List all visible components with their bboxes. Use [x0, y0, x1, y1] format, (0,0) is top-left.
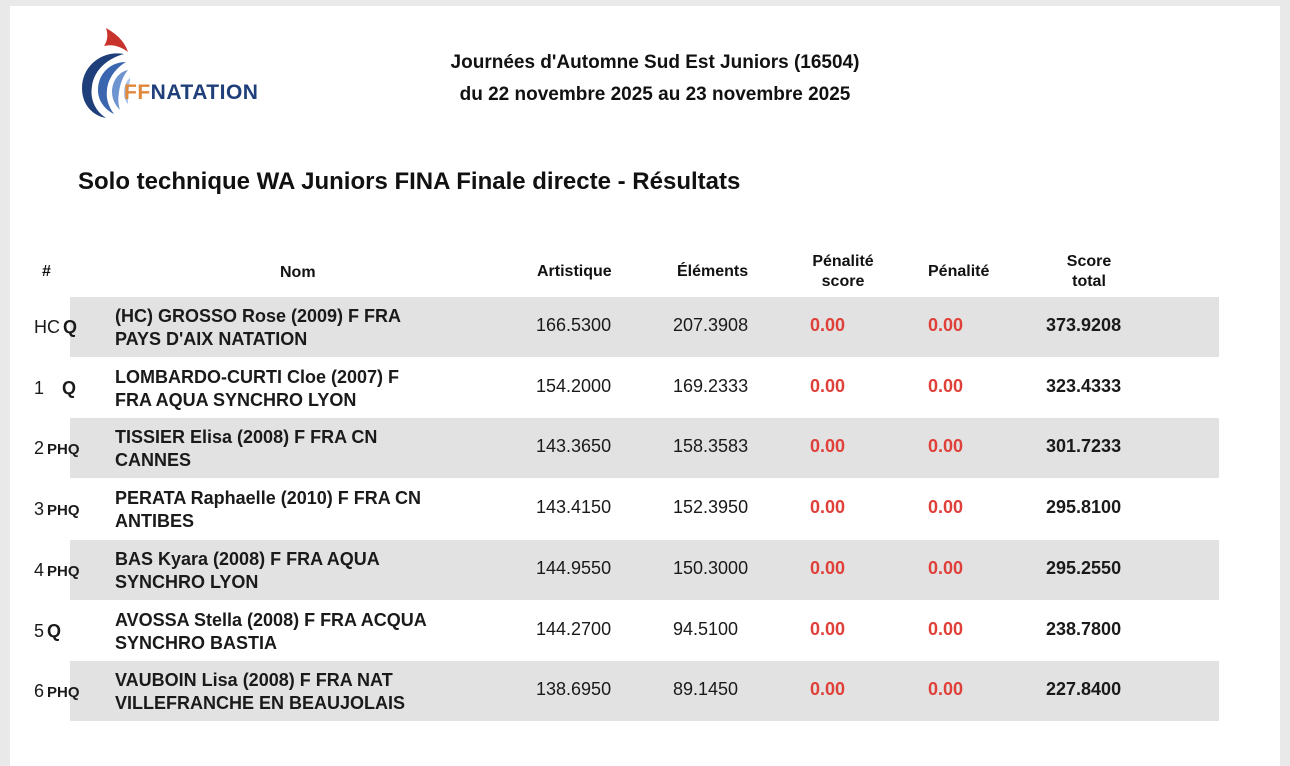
row-artistic: 138.6950 — [536, 679, 612, 699]
col-header-rank: # — [42, 263, 51, 280]
table-row — [10, 540, 1280, 600]
row-total: 295.8100 — [1046, 497, 1122, 517]
row-elements: 94.5100 — [673, 619, 739, 639]
col-header-name: Nom — [280, 264, 316, 281]
row-artistic: 154.2000 — [536, 376, 612, 396]
row-penalty: 0.00 — [928, 497, 964, 517]
row-penalty: 0.00 — [928, 558, 964, 578]
table-row — [10, 661, 1280, 721]
event-dates: du 22 novembre 2025 au 23 novembre 2025 — [459, 84, 851, 105]
row-elements: 152.3950 — [673, 497, 749, 517]
row-penalty: 0.00 — [928, 619, 964, 639]
section-title: Solo technique WA Juniors FINA Finale directe - Résultats — [78, 168, 741, 195]
row-elements: 207.3908 — [673, 315, 749, 335]
row-penalty: 0.00 — [928, 376, 964, 396]
results-page — [10, 6, 1280, 766]
table-row — [10, 297, 1280, 357]
row-name: VAUBOIN Lisa (2008) F FRA NAT VILLEFRANCHE EN BEAUJOLAIS — [115, 670, 406, 713]
row-penalty: 0.00 — [928, 315, 964, 335]
col-header-penalty-score-l1: Pénalité — [812, 253, 874, 270]
row-rank: 6 PHQ — [34, 681, 80, 701]
row-name: AVOSSA Stella (2008) F FRA ACQUA SYNCHRO BASTIA — [115, 610, 427, 653]
row-artistic: 144.9550 — [536, 558, 612, 578]
col-header-penalty-score — [807, 252, 879, 292]
event-title: Journées d'Automne Sud Est Juniors (16504) — [450, 52, 860, 73]
row-rank: 2 PHQ — [34, 438, 80, 458]
row-penalty-score: 0.00 — [810, 436, 846, 456]
row-penalty-score: 0.00 — [810, 558, 846, 578]
row-rank: 5 Q — [34, 621, 62, 641]
table-row — [10, 601, 1280, 661]
swimmer-swirl-icon — [76, 26, 156, 121]
row-penalty-score: 0.00 — [810, 315, 846, 335]
row-rank: 1 Q — [34, 378, 77, 398]
row-artistic: 166.5300 — [536, 315, 612, 335]
row-name: LOMBARDO-CURTI Cloe (2007) F FRA AQUA SYNCHRO LYON — [115, 367, 400, 410]
row-name: (HC) GROSSO Rose (2009) F FRA PAYS D'AIX NATATION — [115, 306, 402, 349]
row-penalty-score: 0.00 — [810, 497, 846, 517]
row-total: 301.7233 — [1046, 436, 1122, 456]
col-header-total-l2: total — [1072, 273, 1106, 290]
row-elements: 169.2333 — [673, 376, 749, 396]
col-header-elements: Éléments — [677, 263, 749, 280]
col-header-total-l1: Score — [1066, 253, 1112, 270]
row-artistic: 143.3650 — [536, 436, 612, 456]
row-elements: 158.3583 — [673, 436, 749, 456]
row-penalty: 0.00 — [928, 679, 964, 699]
row-total: 227.8400 — [1046, 679, 1122, 699]
row-total: 373.9208 — [1046, 315, 1122, 335]
col-header-total — [1060, 252, 1118, 292]
row-total: 238.7800 — [1046, 619, 1122, 639]
col-header-artistic: Artistique — [537, 263, 612, 280]
row-penalty-score: 0.00 — [810, 376, 846, 396]
row-elements: 150.3000 — [673, 558, 749, 578]
logo-wordmark: FFNATATION — [124, 81, 259, 104]
row-rank: 4 PHQ — [34, 560, 80, 580]
row-total: 295.2550 — [1046, 558, 1122, 578]
row-rank: HC Q — [34, 317, 78, 337]
row-name: BAS Kyara (2008) F FRA AQUA SYNCHRO LYON — [115, 549, 380, 592]
row-artistic: 143.4150 — [536, 497, 612, 517]
table-row — [10, 418, 1280, 478]
row-rank: 3 PHQ — [34, 499, 80, 519]
table-row — [10, 479, 1280, 539]
row-name: TISSIER Elisa (2008) F FRA CN CANNES — [115, 427, 378, 470]
row-total: 323.4333 — [1046, 376, 1122, 396]
table-row — [10, 358, 1280, 418]
ffnatation-logo — [76, 26, 286, 121]
row-penalty: 0.00 — [928, 436, 964, 456]
col-header-penalty-score-l2: score — [821, 273, 865, 290]
row-name: PERATA Raphaelle (2010) F FRA CN ANTIBES — [115, 488, 422, 531]
row-elements: 89.1450 — [673, 679, 739, 699]
row-penalty-score: 0.00 — [810, 619, 846, 639]
row-artistic: 144.2700 — [536, 619, 612, 639]
col-header-penalty: Pénalité — [928, 263, 990, 280]
row-penalty-score: 0.00 — [810, 679, 846, 699]
